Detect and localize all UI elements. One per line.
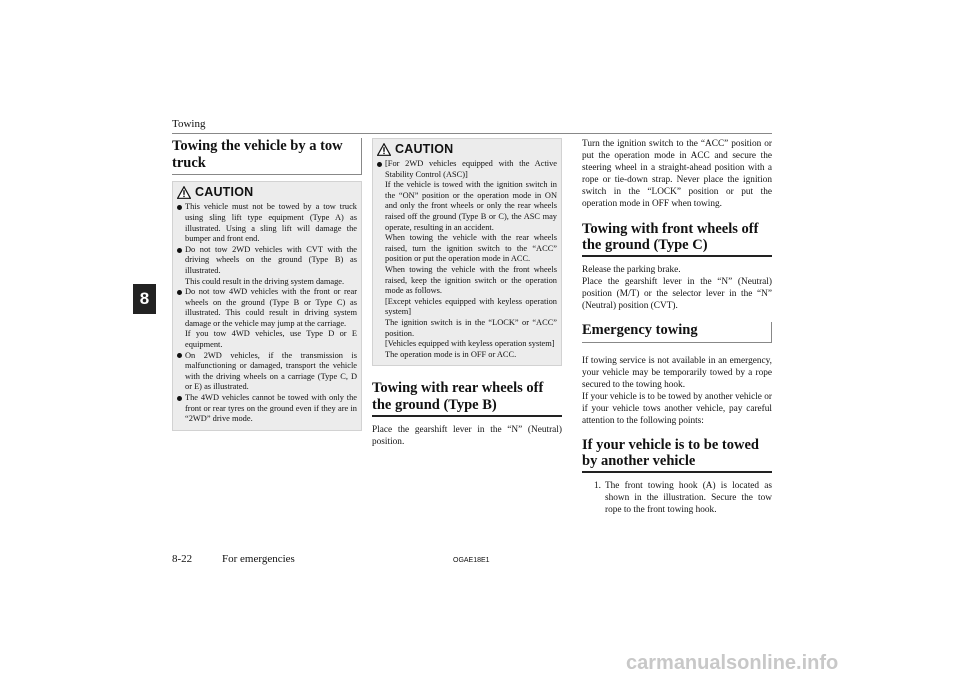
step-number: 1. (594, 480, 601, 491)
caution-box-tow-truck (172, 181, 362, 430)
bullet-icon (177, 290, 182, 295)
section-title-rear-wheels: Towing with rear wheels off the ground (Type B) (372, 380, 544, 413)
caution-item-text: The 4WD vehicles cannot be towed with only the front or rear tyres on the ground even if they are in “2WD” drive mode. (185, 393, 357, 424)
caution-item (177, 202, 357, 244)
column-3 (582, 138, 772, 516)
warning-triangle-icon (377, 143, 391, 156)
running-header: Towing (172, 118, 206, 130)
column-1 (172, 138, 362, 431)
intro-paragraph: Turn the ignition switch to the “ACC” position or put the operation mode in ACC and secure the steering wheel in a straight-ahead position with a rope or tie-down strap. Never place the ignition switch in the “LOCK” position or put the operation mode in OFF when towing. (582, 139, 772, 210)
caution-header (177, 185, 357, 199)
warning-triangle-icon (177, 186, 191, 199)
footer-section-name: For emergencies (222, 553, 295, 565)
section-heading-box (582, 322, 772, 343)
section-body-emergency-towing: If towing service is not available in an emergency, your vehicle may be temporarily towed by a rope secured to the towing hook. If your vehicle is to be towed by another vehicle or if your vehicle tows another vehicle, pay careful attention to the following points: (582, 355, 773, 427)
watermark: carmanualsonline.info (626, 652, 839, 674)
caution-item (377, 159, 557, 360)
document-code: OGAE18E1 (453, 557, 490, 564)
caution-header (377, 142, 557, 156)
caution-item-text: Do not tow 4WD vehicles with the front or rear wheels on the ground (Type B or Type C) as illustrated. This could result in driving system damage or the vehicle may jump at the carriage. If you tow 4WD vehicles, use Type D or E equipment. (185, 287, 357, 350)
section-body-front-wheels: Release the parking brake. Place the gearshift lever in the “N” (Neutral) position (M/T) or the selector lever in the “N” (Neutral) position (CVT). (582, 264, 772, 312)
caution-item (177, 245, 357, 287)
caution-item (177, 287, 357, 351)
bullet-icon (377, 162, 382, 167)
page-number: 8-22 (172, 553, 193, 565)
column-2 (372, 138, 562, 448)
section-title-tow-truck: Towing the vehicle by a tow truck (172, 138, 343, 171)
caution-item-text: This vehicle must not be towed by a tow truck using sling lift type equipment (Type A) as illustrated. Using a sling lift will damage the bumper and front end. (185, 202, 357, 244)
caution-item-text: Do not tow 2WD vehicles with CVT with the driving wheels on the ground (Type B) as illustrated. This could result in the driving system damage. (185, 244, 357, 286)
step-item (582, 480, 772, 516)
step-text: The front towing hook (A) is located as shown in the illustration. Secure the tow rope to the front towing hook. (604, 480, 772, 516)
section-title-emergency-towing: Emergency towing (582, 322, 698, 339)
caution-item (177, 351, 357, 393)
caution-label: CAUTION (195, 185, 254, 200)
section-body-rear-wheels: Place the gearshift lever in the “N” (Neutral) position. (372, 424, 562, 447)
bullet-icon (177, 396, 182, 401)
caution-item (177, 393, 357, 425)
caution-item-text: [For 2WD vehicles equipped with the Active Stability Control (ASC)] If the vehicle is towed with the ignition switch in the “ON” position or the operation mode in ON and only the front wheels or only the rear wheels raised off the ground (Type B or C), the ASC may operate, resulting in an accident. When towing the vehicle with the rear wheels raised, turn the ignition switch to the “ACC” position or put the operation mode in ACC. When towing the vehicle with the front wheels raised, keep the ignition switch or the operation mode as follows. [Except vehicles equipped with keyless operation system] The ignition switch is in the “LOCK” or “ACC” position. [Vehicles equipped with keyless operation system] The operation mode is in OFF or ACC. (385, 159, 557, 359)
bullet-icon (177, 205, 182, 210)
caution-item-text: On 2WD vehicles, if the transmission is malfunctioning or damaged, transport the vehicle with the driving wheels on a carriage (Type C, D or E) as illustrated. (185, 350, 357, 392)
bullet-icon (177, 248, 182, 253)
caution-list (377, 159, 557, 360)
chapter-tab: 8 (133, 284, 156, 314)
section-title-towed-by-vehicle: If your vehicle is to be towed by another vehicle (582, 436, 759, 470)
caution-list (177, 202, 357, 424)
caution-box-asc (372, 138, 562, 366)
bullet-icon (177, 353, 182, 358)
caution-label: CAUTION (395, 142, 454, 156)
section-title-front-wheels: Towing with front wheels off the ground (Type C) (582, 220, 759, 254)
section-heading-box (172, 138, 362, 175)
header-rule (172, 133, 772, 134)
